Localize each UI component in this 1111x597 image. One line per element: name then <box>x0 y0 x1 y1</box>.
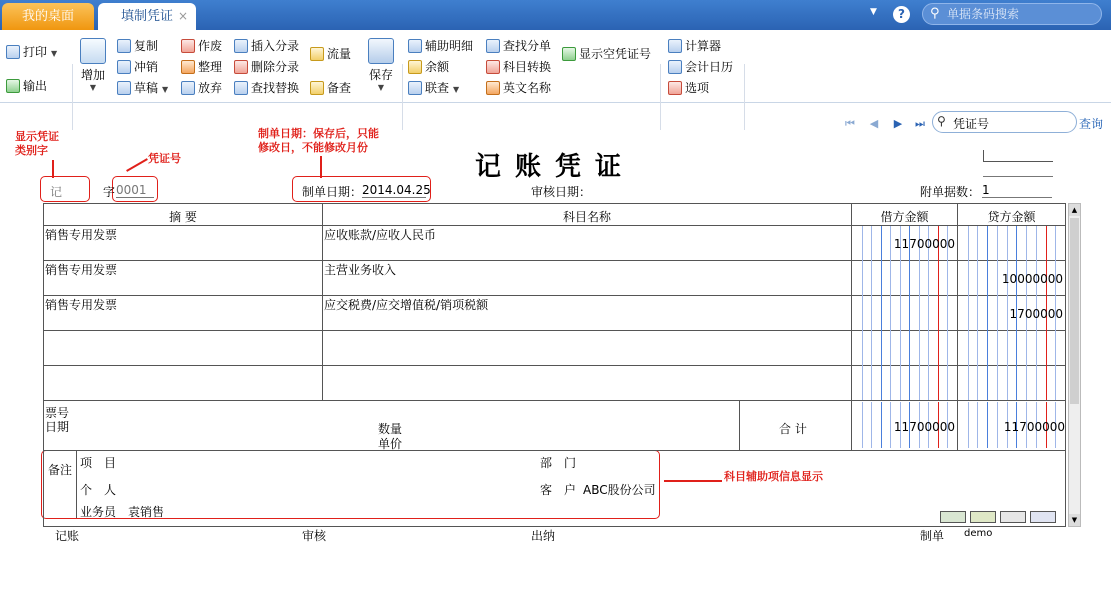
digit-grid-line <box>909 226 910 400</box>
aux-detail-icon <box>408 39 422 53</box>
discard-button[interactable]: 放弃 <box>181 78 222 98</box>
divider <box>44 450 1065 451</box>
title-mark <box>983 150 1053 162</box>
aux-collapse-icon[interactable] <box>1030 511 1056 523</box>
date-field[interactable]: 2014.04.25 <box>362 183 431 197</box>
flow-icon <box>310 47 324 61</box>
arrange-icon <box>181 60 195 74</box>
header-debit: 借方金额 <box>880 210 929 224</box>
ticket-no-label: 票号 <box>45 406 70 420</box>
annotation-aux: 科目辅助项信息显示 <box>724 470 823 483</box>
digit-grid-line <box>862 226 863 400</box>
aux-edit-icon[interactable] <box>940 511 966 523</box>
calendar-icon <box>668 60 682 74</box>
save-icon <box>368 38 394 64</box>
barcode-search-input[interactable] <box>947 6 1097 22</box>
show-empty-number-button[interactable]: 显示空凭证号 <box>562 44 651 64</box>
row1-subject[interactable]: 应收账款/应收人民币 <box>324 228 437 242</box>
english-name-button[interactable]: 英文名称 <box>486 78 551 98</box>
find-entry-button[interactable]: 查找分单 <box>486 36 551 56</box>
options-icon <box>668 81 682 95</box>
date-label: 制单日期： <box>302 185 363 199</box>
digit-grid-line <box>890 226 891 400</box>
chevron-down-icon[interactable]: ▼ <box>51 49 58 58</box>
close-icon[interactable]: × <box>177 9 188 23</box>
last-icon[interactable]: ⏭ <box>915 117 925 130</box>
query-link[interactable]: 查询 <box>1079 117 1104 131</box>
balance-button[interactable]: 余额 <box>408 57 449 77</box>
customer-value[interactable]: ABC股份公司 <box>583 483 656 497</box>
customer-label: 客 户 <box>540 483 577 497</box>
export-button[interactable]: 输出 <box>6 76 47 96</box>
salesman-value[interactable]: 袁销售 <box>128 505 165 519</box>
voucher-number-field[interactable]: 0001 <box>116 183 154 198</box>
calendar-button[interactable]: 会计日历 <box>668 57 733 77</box>
voucher-title: 记账凭证 <box>475 152 636 182</box>
arrange-button[interactable]: 整理 <box>181 57 222 77</box>
copy-icon <box>117 39 131 53</box>
row2-credit[interactable]: 10000000 <box>1001 272 1063 286</box>
add-icon <box>80 38 106 64</box>
void-button[interactable]: 作废 <box>181 36 222 56</box>
subject-convert-button[interactable]: 科目转换 <box>486 57 551 77</box>
aux-save-icon[interactable] <box>970 511 996 523</box>
digit-grid-line <box>938 226 939 400</box>
aux-detail-button[interactable]: 辅助明细 <box>408 36 473 56</box>
calculator-icon <box>668 39 682 53</box>
voucher-search-input[interactable]: ⚲ 凭证号 <box>932 111 1077 133</box>
delete-entry-button[interactable]: 删除分录 <box>234 57 299 77</box>
divider <box>322 204 323 400</box>
english-icon <box>486 81 500 95</box>
annotation-category: 显示凭证 类别字 <box>15 130 59 157</box>
attach-label: 附单据数： <box>920 185 981 199</box>
department-label: 部 门 <box>540 456 577 470</box>
debit-digit-grid <box>852 226 957 400</box>
annotation-date: 制单日期：保存后，只能 修改日，不能修改月份 <box>258 127 379 154</box>
balance-icon <box>408 60 422 74</box>
row2-summary[interactable]: 销售专用发票 <box>45 263 118 277</box>
category-field[interactable]: 记 <box>50 185 63 199</box>
help-icon[interactable]: ? <box>893 6 910 23</box>
header-subject: 科目名称 <box>562 210 611 224</box>
chevron-down-icon[interactable]: ▼ <box>453 85 460 94</box>
divider <box>660 64 661 130</box>
maker-label: 制单 <box>920 529 945 543</box>
export-icon <box>6 79 20 93</box>
scroll-down-icon[interactable]: ▼ <box>1069 514 1080 526</box>
total-credit: 11700000 <box>1003 420 1065 434</box>
printer-icon <box>6 45 20 59</box>
quantity-label: 数量 <box>378 422 403 436</box>
row2-subject[interactable]: 主营业务收入 <box>324 263 397 277</box>
copy-button[interactable]: 复制 <box>117 36 158 56</box>
linked-query-button[interactable]: 联查 ▼ <box>408 78 459 98</box>
total-debit: 11700000 <box>893 420 955 434</box>
tab-my-desktop[interactable]: 我的桌面 <box>2 3 94 30</box>
tab-label: 填制凭证 <box>120 9 173 24</box>
annotation-voucher-no: 凭证号 <box>148 152 181 165</box>
person-label: 个 人 <box>80 483 117 497</box>
insert-row-icon <box>234 39 248 53</box>
row3-subject[interactable]: 应交税费/应交增值税/销项税额 <box>324 298 489 312</box>
add-button[interactable]: 增加 ▼ <box>78 38 108 92</box>
chevron-down-icon[interactable]: ▼ <box>870 7 877 17</box>
reverse-button[interactable]: 冲销 <box>117 57 158 77</box>
row3-summary[interactable]: 销售专用发票 <box>45 298 118 312</box>
digit-grid-line <box>928 226 929 400</box>
digit-grid-line <box>900 226 901 400</box>
bookkeeping-label: 记账 <box>55 529 80 543</box>
print-button[interactable]: 打印 ▼ <box>6 42 57 62</box>
annotation-arrow <box>126 158 148 172</box>
audit-date-label: 审核日期： <box>531 185 592 199</box>
first-icon[interactable]: ⏮ <box>845 117 855 130</box>
options-button[interactable]: 选项 <box>668 78 709 98</box>
divider <box>402 64 403 130</box>
attach-count-field[interactable]: 1 <box>982 183 1052 198</box>
row1-debit[interactable]: 11700000 <box>893 237 955 251</box>
header-credit: 贷方金额 <box>987 210 1036 224</box>
divider <box>72 64 73 130</box>
draft-icon <box>117 81 131 95</box>
scroll-up-icon[interactable]: ▲ <box>1069 204 1080 216</box>
top-bar <box>0 0 1111 30</box>
tab-fill-voucher[interactable] <box>98 3 196 30</box>
voucher-number-icon <box>562 47 576 61</box>
reverse-icon <box>117 60 131 74</box>
divider <box>76 450 77 518</box>
total-label: 合 计 <box>779 422 807 436</box>
aux-clear-icon[interactable] <box>1000 511 1026 523</box>
barcode-search[interactable] <box>922 3 1102 25</box>
project-label: 项 目 <box>80 456 117 470</box>
voucher-table <box>43 203 1066 527</box>
ticket-date-label: 日期 <box>45 420 70 434</box>
calculator-button[interactable]: 计算器 <box>668 36 721 56</box>
row3-credit[interactable]: 1700000 <box>1009 307 1063 321</box>
delete-row-icon <box>234 60 248 74</box>
cashier-label: 出纳 <box>531 529 556 543</box>
digit-grid-line <box>919 226 920 400</box>
divider <box>983 176 1053 177</box>
chevron-down-icon[interactable]: ▼ <box>162 85 169 94</box>
linked-query-icon <box>408 81 422 95</box>
notes-label: 备注 <box>48 463 73 477</box>
prev-icon[interactable]: ◀ <box>869 117 879 130</box>
header-summary: 摘 要 <box>169 210 197 224</box>
reserve-icon <box>310 81 324 95</box>
salesman-label: 业务员 <box>80 505 117 519</box>
search-icon: ⚲ <box>930 6 940 21</box>
reserve-button[interactable]: 备查 <box>310 78 351 98</box>
find-replace-icon <box>234 81 248 95</box>
digit-grid-line <box>871 226 872 400</box>
chevron-down-icon[interactable]: ▼ <box>377 83 385 92</box>
divider <box>739 400 740 450</box>
digit-grid-line <box>881 226 882 400</box>
scrollbar[interactable] <box>1068 203 1081 527</box>
convert-icon <box>486 60 500 74</box>
insert-entry-button[interactable]: 插入分录 <box>234 36 299 56</box>
divider <box>44 400 1065 401</box>
digit-grid-line <box>947 226 948 400</box>
chevron-down-icon[interactable]: ▼ <box>89 83 97 92</box>
draft-button[interactable]: 草稿 ▼ <box>117 78 168 98</box>
divider <box>744 64 745 130</box>
row1-summary[interactable]: 销售专用发票 <box>45 228 118 242</box>
next-icon[interactable]: ▶ <box>893 117 903 130</box>
save-button[interactable]: 保存 ▼ <box>366 38 396 92</box>
maker-value: demo <box>964 528 993 539</box>
find-replace-button[interactable]: 查找替换 <box>234 78 299 98</box>
void-icon <box>181 39 195 53</box>
scroll-thumb[interactable] <box>1070 218 1079 404</box>
flow-button[interactable]: 流量 <box>310 44 351 64</box>
annotation-arrow <box>320 156 322 178</box>
highlight-box <box>40 176 90 202</box>
audit-label: 审核 <box>302 529 327 543</box>
category-zi-label: 字 <box>103 185 116 199</box>
search-icon: ⚲ <box>937 114 946 128</box>
toolbar <box>0 30 1111 103</box>
unit-price-label: 单价 <box>378 437 403 451</box>
grid-icon <box>486 39 500 53</box>
discard-icon <box>181 81 195 95</box>
